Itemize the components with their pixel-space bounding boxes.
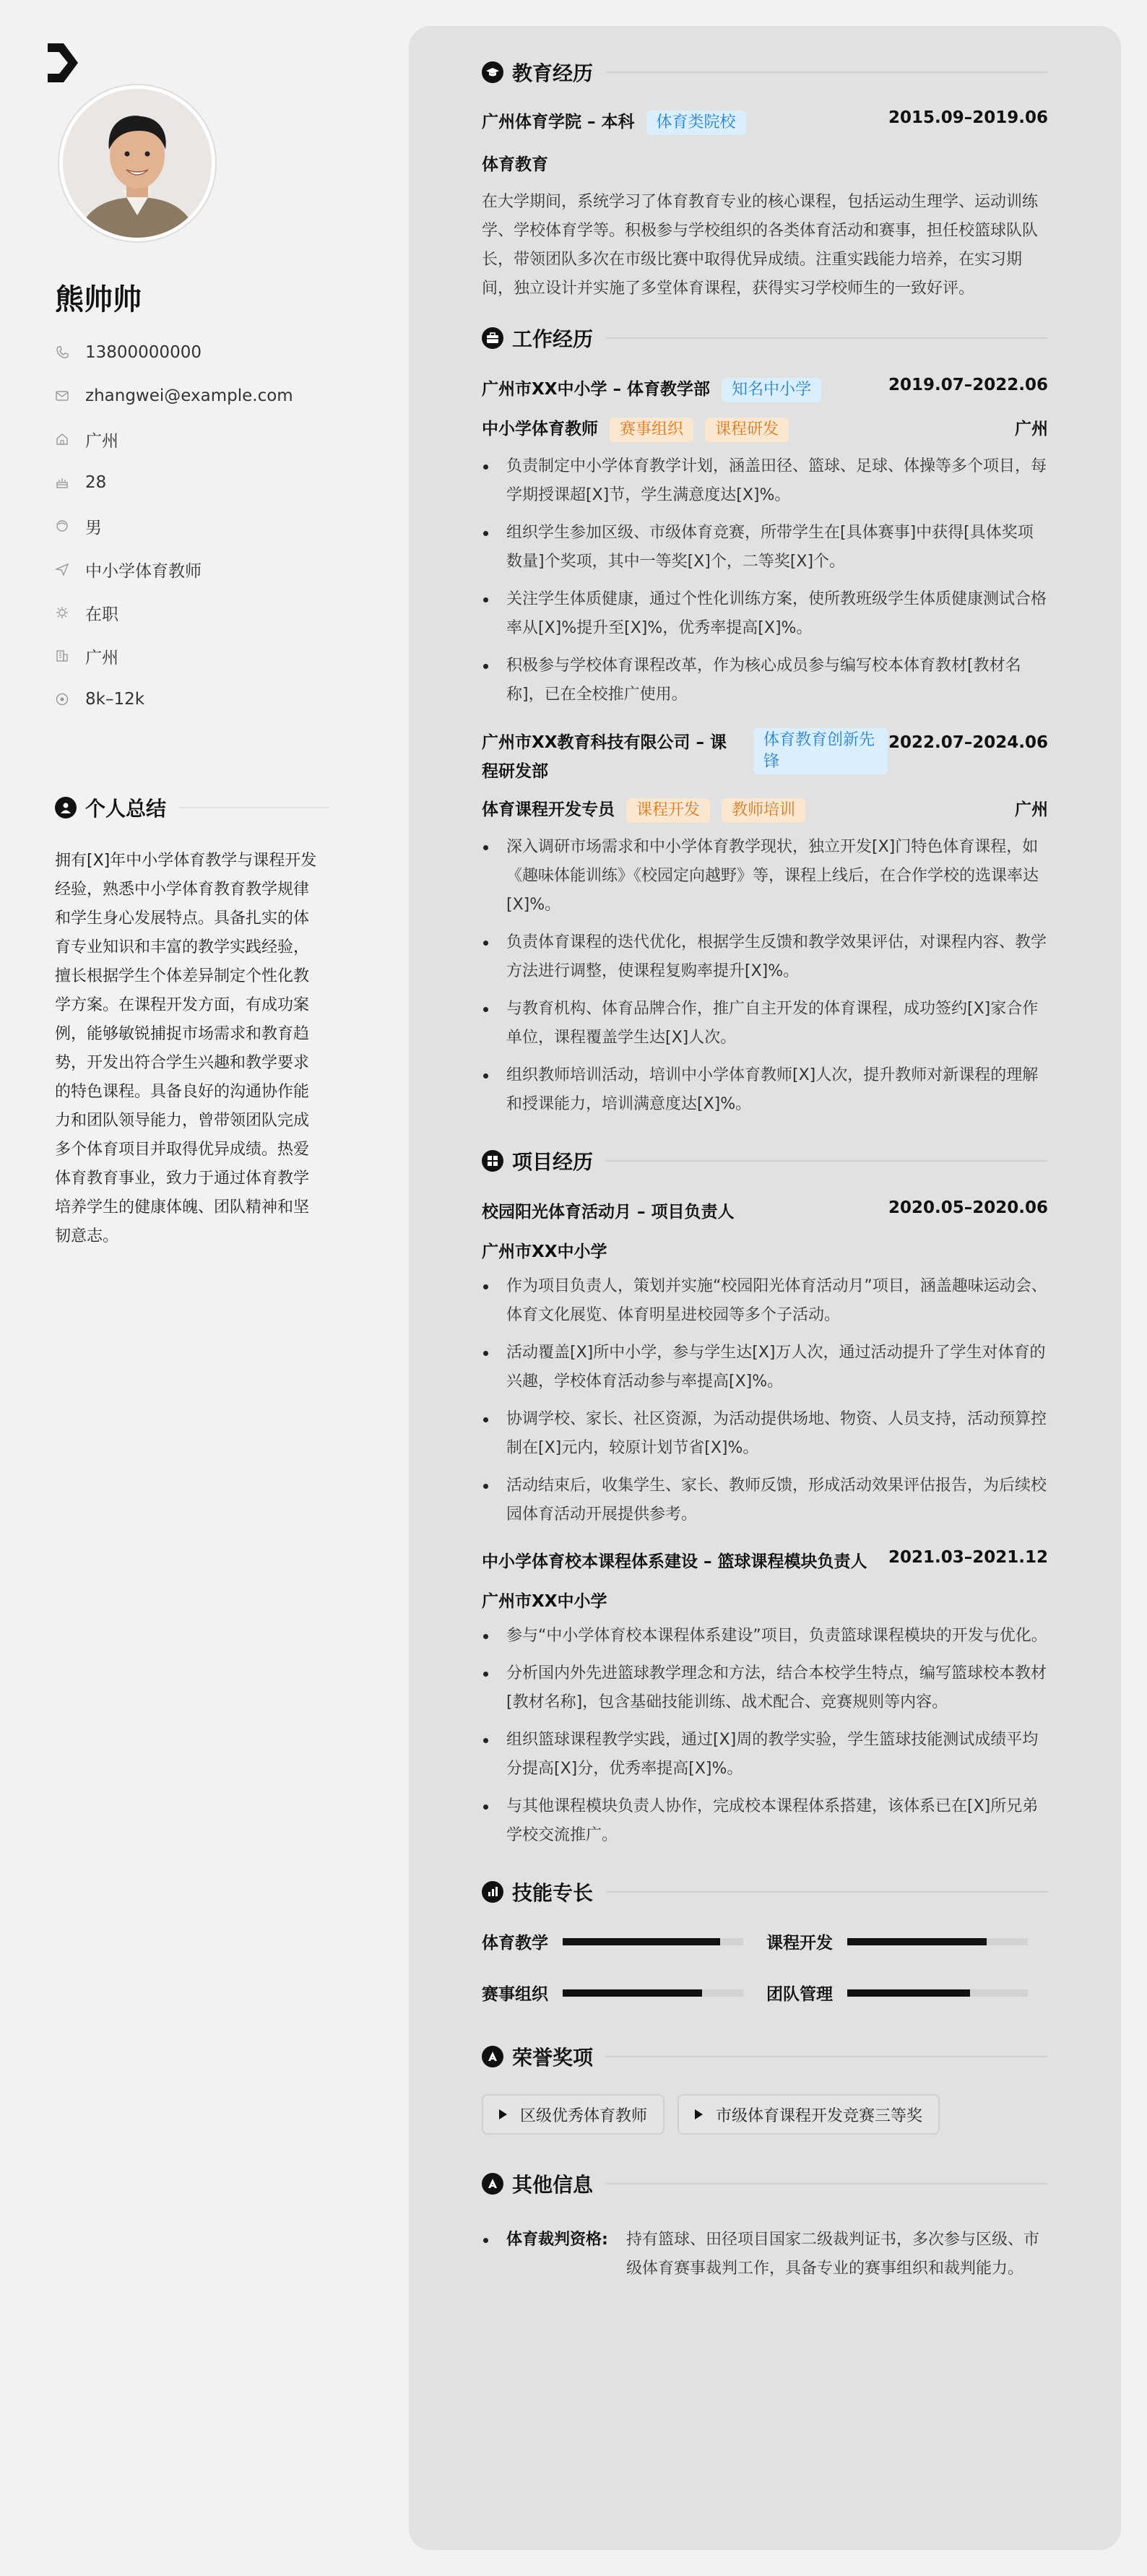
avatar (59, 85, 215, 241)
award-icon (482, 2046, 503, 2067)
award-item (678, 2094, 940, 2135)
award-label: 区级优秀体育教师 (520, 2106, 648, 2125)
skill-bar-fill (847, 1938, 987, 1945)
skill-item (766, 1981, 1048, 2005)
logo-icon (46, 42, 79, 84)
project-name: 中小学体育校本课程体系建设 – 篮球课程模块负责人 (482, 1552, 867, 1571)
education-major: 体育教育 (482, 155, 548, 174)
project-org: 广州市XX中小学 (482, 1242, 607, 1261)
skill-tag: 课程开发 (626, 798, 710, 823)
skill-tag: 教师培训 (722, 798, 805, 823)
status-icon (55, 605, 69, 620)
project-bullets (482, 1622, 1048, 1850)
project-date: 2020.05–2020.06 (888, 1198, 1048, 1217)
info-city-text: 广州 (85, 648, 118, 667)
skill-tag: 课程研发 (705, 418, 789, 442)
skill-item (766, 1929, 1048, 1953)
awards-heading (482, 2041, 1048, 2073)
education-heading (482, 56, 1048, 88)
project-header (482, 1198, 1048, 1222)
skill-tag: 赛事组织 (610, 418, 693, 442)
project-date: 2021.03–2021.12 (888, 1548, 1048, 1567)
section-divider (606, 2183, 1048, 2184)
education-school: 广州体育学院 – 本科 (482, 113, 635, 131)
skill-bar (847, 1989, 1028, 1997)
info-position-text: 中小学体育教师 (85, 561, 202, 581)
project-header (482, 1548, 1048, 1572)
gender-icon (55, 519, 69, 533)
user-icon (55, 797, 77, 818)
job-role-row (482, 415, 1048, 442)
list-item: 与其他课程模块负责人协作，完成校本课程体系搭建，该体系已在[X]所兄弟学校交流推广。 (482, 1792, 1048, 1850)
skills-title: 技能专长 (512, 1881, 594, 1905)
play-icon (499, 2109, 507, 2119)
list-item: 负责体育课程的迭代优化，根据学生反馈和教学效果评估，对课程内容、教学方法进行调整，使课程复购率提升[X]%。 (482, 928, 1048, 986)
list-item: 深入调研市场需求和中小学体育教学现状，独立开发[X]门特色体育课程，如《趣味体能训练》《校园定向越野》等，课程上线后，在合作学校的选课率达[X]%。 (482, 833, 1048, 920)
cake-icon (55, 475, 69, 490)
other-heading (482, 2168, 1048, 2200)
list-item: 活动覆盖[X]所中小学，参与学生达[X]万人次，通过活动提升了学生对体育的兴趣，学校体育活动参与率提高[X]%。 (482, 1339, 1048, 1396)
skill-bar (563, 1989, 743, 1997)
section-divider (606, 337, 1048, 339)
skills-heading (482, 1876, 1048, 1908)
other-label: 体育裁判资格: (506, 2231, 608, 2249)
skill-bar-fill (563, 1989, 702, 1997)
info-status-text: 在职 (85, 605, 118, 624)
list-item: 参与“中小学体育校本课程体系建设”项目，负责篮球课程模块的开发与优化。 (482, 1622, 1048, 1651)
building-icon (55, 649, 69, 663)
summary-title: 个人总结 (85, 797, 167, 821)
job-company: 广州市XX教育科技有限公司 – 课程研发部 (482, 733, 727, 781)
job-company: 广州市XX中小学 – 体育教学部 (482, 380, 710, 399)
project-name: 校园阳光体育活动月 – 项目负责人 (482, 1203, 735, 1222)
info-email (55, 374, 293, 418)
play-icon (695, 2109, 703, 2119)
award-item (482, 2094, 665, 2135)
bar-chart-icon (482, 1881, 503, 1903)
list-item: 积极参与学校体育课程改革，作为核心成员参与编写校本体育教材[教材名称]，已在全校推广使用。 (482, 652, 1048, 709)
info-position (55, 548, 293, 591)
list-item: 分析国内外先进篮球教学理念和方法，结合本校学生特点，编写篮球校本教材[教材名称]，包含基础技能训练、战术配合、竞赛规则等内容。 (482, 1659, 1048, 1717)
briefcase-icon (482, 327, 503, 349)
info-phone-text: 13800000000 (85, 343, 202, 362)
list-item: 与教育机构、体育品牌合作，推广自主开发的体育课程，成功签约[X]家合作单位，课程覆盖学生达[X]人次。 (482, 995, 1048, 1053)
skill-item (482, 1981, 763, 2005)
education-desc: 在大学期间，系统学习了体育教育专业的核心课程，包括运动生理学、运动训练学、学校体育学等。积极参与学校组织的各类体育活动和赛事，担任校篮球队队长，带领团队多次在市级比赛中取得优异成绩。注重实践能力培养，在实习期间，独立设计并实施了多堂体育课程，获得实习学校师生的一致好评。 (482, 193, 1039, 298)
info-email-text: zhangwei@example.com (85, 386, 293, 405)
section-divider (606, 72, 1048, 73)
list-item: 组织篮球课程教学实践，通过[X]周的教学实验，学生篮球技能测试成绩平均分提高[X]分，优秀率提高[X]%。 (482, 1726, 1048, 1784)
education-date: 2015.09–2019.06 (888, 108, 1048, 127)
info-age (55, 461, 293, 504)
awards-title: 荣誉奖项 (512, 2046, 594, 2070)
info-gender-text: 男 (85, 518, 102, 537)
work-heading (482, 322, 1048, 354)
education-title: 教育经历 (512, 61, 594, 85)
summary-text: 拥有[X]年中小学体育教学与课程开发经验，熟悉中小学体育教育教学规律和学生身心发展特点。具备扎实的体育专业知识和丰富的教学实践经验，擅长根据学生个体差异制定个性化教学方案。在课程开发方面，有成功案例，能够敏锐捕捉市场需求和教育趋势，开发出符合学生兴趣和教学要求的特色课程。具备良好的沟通协作能力和团队领导能力，曾带领团队完成多个体育项目并取得优异成绩。热爱体育教育事业，致力于通过体育教学培养学生的健康体魄、团队精神和坚韧意志。 (55, 852, 317, 1245)
projects-heading (482, 1145, 1048, 1177)
section-divider (606, 1891, 1048, 1893)
job-city: 广州 (1015, 800, 1048, 819)
education-tag: 体育类院校 (646, 111, 746, 135)
awards-list (482, 2094, 1048, 2135)
info-icon (482, 2173, 503, 2195)
summary-heading (55, 793, 329, 822)
job-date: 2022.07–2024.06 (888, 733, 1048, 752)
info-home-text: 广州 (85, 431, 118, 451)
list-item: 活动结束后，收集学生、家长、教师反馈，形成活动效果评估报告，为后续校园体育活动开展提供参考。 (482, 1471, 1048, 1529)
graduation-cap-icon (482, 61, 503, 83)
list-item: 作为项目负责人，策划并实施“校园阳光体育活动月”项目，涵盖趣味运动会、体育文化展览、体育明星进校园等多个子活动。 (482, 1272, 1048, 1330)
job-city: 广州 (1015, 420, 1048, 438)
info-salary-text: 8k–12k (85, 690, 145, 709)
job-bullets (482, 452, 1048, 709)
job-role-row (482, 796, 1048, 823)
list-item: 组织学生参加区级、市级体育竞赛，所带学生在[具体赛事]中获得[具体奖项数量]个奖项，其中一等奖[X]个，二等奖[X]个。 (482, 519, 1048, 576)
info-city (55, 634, 293, 678)
skill-bar-fill (563, 1938, 720, 1945)
phone-icon (55, 345, 69, 360)
job-header (482, 728, 1048, 786)
other-title: 其他信息 (512, 2173, 594, 2197)
award-label: 市级体育课程开发竞赛三等奖 (716, 2106, 923, 2125)
list-item: 关注学生体质健康，通过个性化训练方案，使所教班级学生体质健康测试合格率从[X]%提升至[X]%，优秀率提高[X]%。 (482, 585, 1048, 643)
section-divider (606, 1160, 1048, 1162)
section-divider (179, 807, 329, 808)
skill-bar (847, 1938, 1028, 1945)
info-home (55, 418, 293, 461)
skill-bar (563, 1938, 743, 1945)
salary-icon (55, 692, 69, 706)
list-item: 协调学校、家长、社区资源，为活动提供场地、物资、人员支持，活动预算控制在[X]元内，较原计划节省[X]%。 (482, 1405, 1048, 1463)
projects-title: 项目经历 (512, 1150, 594, 1174)
skill-name: 体育教学 (482, 1934, 548, 1953)
project-bullets (482, 1272, 1048, 1529)
list-item: 负责制定中小学体育教学计划，涵盖田径、篮球、足球、体操等多个项目，每学期授课超[X]节，学生满意度达[X]%。 (482, 452, 1048, 510)
grid-icon (482, 1150, 503, 1172)
main-panel (409, 26, 1121, 2550)
contact-info (55, 331, 293, 721)
mail-icon (55, 389, 69, 403)
info-age-text: 28 (85, 473, 107, 492)
send-icon (55, 562, 69, 576)
section-divider (606, 2056, 1048, 2057)
education-header (482, 108, 1048, 135)
other-text: 持有篮球、田径项目国家二级裁判证书，多次参与区级、市级体育赛事裁判工作，具备专业的赛事组织和裁判能力。 (626, 2231, 1040, 2278)
job-tag: 知名中小学 (722, 378, 821, 402)
job-date: 2019.07–2022.06 (888, 376, 1048, 394)
profile-name: 熊帅帅 (55, 283, 142, 316)
other-item (482, 2226, 1048, 2283)
skill-name: 课程开发 (766, 1934, 833, 1953)
home-icon (55, 432, 69, 446)
project-org: 广州市XX中小学 (482, 1592, 607, 1611)
skill-item (482, 1929, 763, 1953)
info-salary (55, 678, 293, 721)
job-role: 体育课程开发专员 (482, 800, 615, 819)
job-tag: 体育教育创新先锋 (753, 728, 888, 774)
info-phone (55, 331, 293, 374)
info-gender (55, 504, 293, 548)
skill-name: 团队管理 (766, 1985, 833, 2004)
job-bullets (482, 833, 1048, 1119)
job-role: 中小学体育教师 (482, 420, 598, 438)
info-status (55, 591, 293, 634)
skill-name: 赛事组织 (482, 1985, 548, 2004)
work-title: 工作经历 (512, 327, 594, 351)
skills-grid (482, 1929, 1048, 2005)
list-item: 组织教师培训活动，培训中小学体育教师[X]人次，提升教师对新课程的理解和授课能力，培训满意度达[X]%。 (482, 1061, 1048, 1119)
skill-bar-fill (847, 1989, 970, 1997)
job-header (482, 376, 1048, 402)
